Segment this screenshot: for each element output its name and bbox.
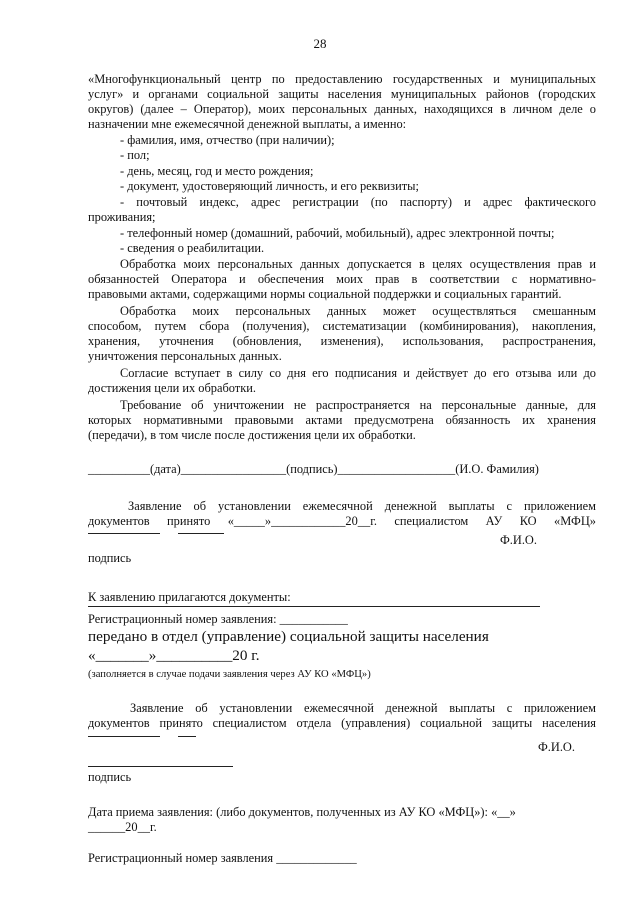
consent-method-line-1: Обработка моих персональных данных может осуществляться смешанным <box>120 304 596 318</box>
reception-reg-number[interactable]: Регистрационный номер заявления _____________ <box>88 851 357 865</box>
consent-intro-line-4: назначении мне ежемесячной денежной выплаты, а именно: <box>88 117 407 131</box>
consent-purpose-line-2: обязанностей Оператора и обеспечения моих прав в соответствии с нормативно- <box>88 272 596 286</box>
consent-item-sex: - пол; <box>120 148 150 162</box>
attachments-label: К заявлению прилагаются документы: <box>88 590 291 604</box>
consent-destruction-line-3: (передачи), в том числе после достижения цели их обработки. <box>88 428 416 442</box>
reception-date-line-2[interactable]: ______20__г. <box>88 820 157 834</box>
consent-item-birth: - день, месяц, год и место рождения; <box>120 164 314 178</box>
consent-item-address: - почтовый индекс, адрес регистрации (по паспорту) и адрес фактического <box>120 195 596 209</box>
attachments-date[interactable]: «_______»__________20 г. <box>88 647 260 664</box>
dept-fio-label: Ф.И.О. <box>538 740 575 754</box>
attachments-field[interactable] <box>88 606 540 607</box>
mfc-accept-line-1: Заявление об установлении ежемесячной денежной выплаты с приложением <box>128 499 596 513</box>
dept-specialist-field[interactable] <box>88 736 160 737</box>
attachments-note: (заполняется в случае подачи заявления через АУ КО «МФЦ») <box>88 669 371 680</box>
consent-intro-line-2: услуг» и органами социальной защиты населения муниципальных районов (городских <box>88 87 596 101</box>
mfc-accept-line-2[interactable]: документов принято «_____»____________20__г. специалистом АУ КО «МФЦ» <box>88 514 596 528</box>
page-number: 28 <box>313 36 327 51</box>
consent-method-line-2: способом, путем сбора (получения), систематизации (комбинирования), накопления, <box>88 319 596 333</box>
dept-accept-line-1: Заявление об установлении ежемесячной денежной выплаты с приложением <box>130 701 596 715</box>
dept-signature-field[interactable] <box>88 766 233 767</box>
consent-item-id-document: - документ, удостоверяющий личность, и его реквизиты; <box>120 179 419 193</box>
consent-destruction-line-1: Требование об уничтожении не распространяется на персональные данные, для <box>120 398 596 412</box>
consent-signature-line[interactable]: __________(дата)_________________(подпись)___________________(И.О. Фамилия) <box>88 462 539 476</box>
consent-method-line-4: уничтожения персональных данных. <box>88 349 282 363</box>
consent-item-name: - фамилия, имя, отчество (при наличии); <box>120 133 335 147</box>
mfc-specialist-field[interactable] <box>88 533 160 534</box>
attachments-reg-number[interactable]: Регистрационный номер заявления: ___________ <box>88 612 348 626</box>
consent-item-address-cont: проживания; <box>88 210 156 224</box>
attachments-transfer: передано в отдел (управление) социальной защиты населения <box>88 628 489 645</box>
consent-validity-line-1: Согласие вступает в силу со дня его подписания и действует до его отзыва или до <box>120 366 596 380</box>
dept-signature-label: подпись <box>88 770 132 784</box>
mfc-signature-label: подпись <box>88 551 132 565</box>
dept-specialist-field-2[interactable] <box>178 736 196 737</box>
dept-accept-line-2: документов принято специалистом отдела (управления) социальной защиты населения <box>88 716 596 730</box>
reception-date-line-1[interactable]: Дата приема заявления: (либо документов, полученных из АУ КО «МФЦ»): «__» <box>88 805 516 819</box>
consent-intro-line-3: округов) (далее – Оператор), моих персональных данных, находящихся в личном деле о <box>88 102 596 116</box>
consent-item-phone: - телефонный номер (домашний, рабочий, мобильный), адрес электронной почты; <box>120 226 555 240</box>
consent-purpose-line-1: Обработка моих персональных данных допускается в целях осуществления прав и <box>120 257 596 271</box>
consent-item-rehabilitation: - сведения о реабилитации. <box>120 241 265 255</box>
consent-validity-line-2: достижения цели их обработки. <box>88 381 256 395</box>
consent-purpose-line-3: правовыми актами, содержащими нормы социальной поддержки и социальных гарантий. <box>88 287 562 301</box>
consent-intro-line-1: «Многофункциональный центр по предоставлению государственных и муниципальных <box>88 72 596 86</box>
mfc-fio-label: Ф.И.О. <box>500 533 537 547</box>
consent-destruction-line-2: которых нормативными правовыми актами предусмотрена обязанность их хранения <box>88 413 596 427</box>
consent-method-line-3: хранения, уточнения (обновления, изменения), использования, распространения, <box>88 334 596 348</box>
mfc-specialist-field-2[interactable] <box>178 533 224 534</box>
